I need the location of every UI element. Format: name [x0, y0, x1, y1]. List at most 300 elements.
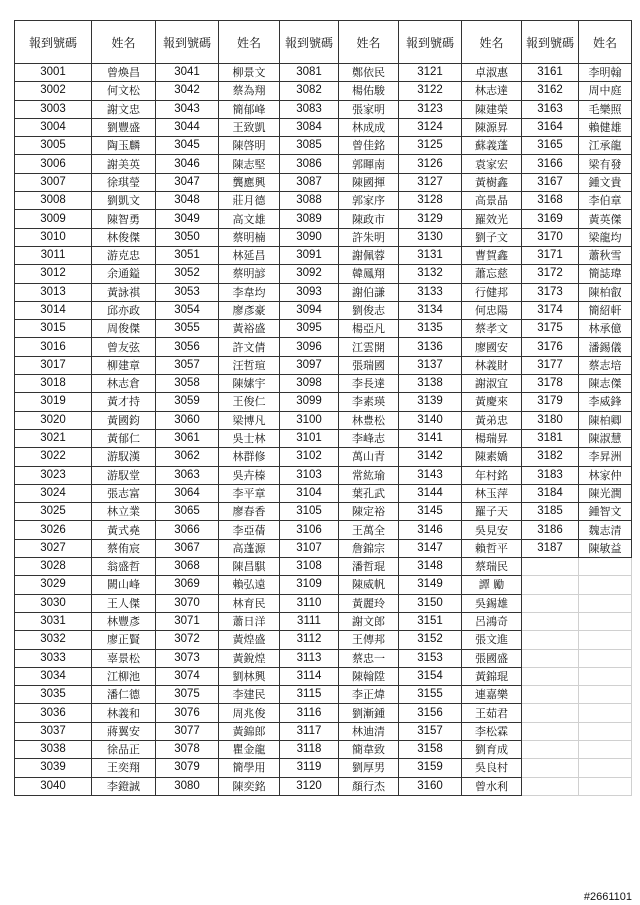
header-checkin-number: 報到號碼	[280, 21, 339, 64]
name-cell: 蔡為翔	[219, 82, 280, 100]
name-cell: 曹賀鑫	[462, 246, 522, 264]
name-cell: 林延昌	[219, 246, 280, 264]
checkin-number-cell: 3169	[522, 210, 579, 228]
checkin-number-cell: 3179	[522, 393, 579, 411]
name-cell: 蔡侑宸	[92, 539, 156, 557]
name-cell: 林成成	[339, 118, 399, 136]
checkin-number-cell: 3108	[280, 558, 339, 576]
table-row	[15, 576, 632, 594]
name-cell: 韓鳳翔	[339, 265, 399, 283]
checkin-number-cell: 3013	[15, 283, 92, 301]
checkin-number-cell: 3075	[156, 686, 219, 704]
name-cell: 謝文忠	[92, 100, 156, 118]
header-row	[15, 21, 632, 64]
table-row	[15, 210, 632, 228]
checkin-number-cell: 3057	[156, 356, 219, 374]
checkin-number-cell: 3012	[15, 265, 92, 283]
checkin-number-cell: 3070	[156, 594, 219, 612]
checkin-number-cell: 3032	[15, 631, 92, 649]
header-name: 姓名	[92, 21, 156, 64]
checkin-number-cell: 3005	[15, 137, 92, 155]
name-cell: 陳柏叡	[579, 283, 632, 301]
name-cell: 張瑞國	[339, 356, 399, 374]
table-row	[15, 338, 632, 356]
name-cell: 陳國揮	[339, 173, 399, 191]
header-name: 姓名	[462, 21, 522, 64]
table-body	[15, 64, 632, 796]
checkin-number-cell	[522, 612, 579, 630]
name-cell: 林豊松	[339, 411, 399, 429]
checkin-number-cell: 3061	[156, 429, 219, 447]
checkin-number-cell: 3171	[522, 246, 579, 264]
name-cell	[579, 759, 632, 777]
checkin-number-cell	[522, 686, 579, 704]
checkin-number-cell: 3183	[522, 466, 579, 484]
name-cell: 詹錦宗	[339, 539, 399, 557]
name-cell: 李亞蒨	[219, 521, 280, 539]
checkin-number-cell: 3178	[522, 375, 579, 393]
checkin-number-cell	[522, 631, 579, 649]
name-cell: 謝淑宜	[462, 375, 522, 393]
table-row	[15, 722, 632, 740]
name-cell: 黃式堯	[92, 521, 156, 539]
checkin-number-cell: 3124	[399, 118, 462, 136]
checkin-number-cell: 3128	[399, 192, 462, 210]
name-cell: 周俊傑	[92, 320, 156, 338]
checkin-number-cell: 3093	[280, 283, 339, 301]
table-row	[15, 100, 632, 118]
checkin-number-cell	[522, 667, 579, 685]
name-cell: 吳卉榛	[219, 466, 280, 484]
name-cell: 黃郁仁	[92, 429, 156, 447]
checkin-number-cell	[522, 759, 579, 777]
name-cell: 柳景文	[219, 64, 280, 82]
name-cell: 江雲開	[339, 338, 399, 356]
name-cell: 許朱明	[339, 228, 399, 246]
name-cell: 黃弟忠	[462, 411, 522, 429]
checkin-number-cell: 3180	[522, 411, 579, 429]
checkin-number-cell: 3110	[280, 594, 339, 612]
checkin-number-cell: 3104	[280, 484, 339, 502]
name-cell: 謝佩蓉	[339, 246, 399, 264]
table-row	[15, 64, 632, 82]
checkin-number-cell: 3116	[280, 704, 339, 722]
checkin-number-cell: 3037	[15, 722, 92, 740]
name-cell: 劉漸鍾	[339, 704, 399, 722]
name-cell: 邱亦政	[92, 301, 156, 319]
name-cell: 劉凱文	[92, 192, 156, 210]
checkin-number-cell: 3154	[399, 667, 462, 685]
checkin-number-cell: 3186	[522, 521, 579, 539]
name-cell: 游馭堂	[92, 466, 156, 484]
name-cell: 龔應興	[219, 173, 280, 191]
name-cell: 張文進	[462, 631, 522, 649]
checkin-number-cell: 3008	[15, 192, 92, 210]
checkin-number-cell: 3099	[280, 393, 339, 411]
checkin-number-cell: 3157	[399, 722, 462, 740]
name-cell: 簡學用	[219, 759, 280, 777]
checkin-list-sheet	[14, 20, 631, 796]
name-cell: 翁盛哲	[92, 558, 156, 576]
name-cell: 賴弘遠	[219, 576, 280, 594]
name-cell: 劉俊志	[339, 301, 399, 319]
checkin-number-cell	[522, 704, 579, 722]
checkin-number-cell: 3130	[399, 228, 462, 246]
name-cell: 王萬全	[339, 521, 399, 539]
name-cell: 王傳邦	[339, 631, 399, 649]
checkin-number-cell: 3125	[399, 137, 462, 155]
name-cell: 李長達	[339, 375, 399, 393]
checkin-number-cell: 3044	[156, 118, 219, 136]
checkin-number-cell: 3055	[156, 320, 219, 338]
name-cell: 吳見安	[462, 521, 522, 539]
checkin-number-cell: 3022	[15, 448, 92, 466]
table-row	[15, 539, 632, 557]
name-cell: 劉豐盛	[92, 118, 156, 136]
checkin-number-cell: 3073	[156, 649, 219, 667]
table-row	[15, 246, 632, 264]
checkin-number-cell: 3014	[15, 301, 92, 319]
name-cell: 陳昌騏	[219, 558, 280, 576]
name-cell: 王奕翔	[92, 759, 156, 777]
checkin-number-cell: 3144	[399, 484, 462, 502]
checkin-number-cell: 3047	[156, 173, 219, 191]
table-row	[15, 356, 632, 374]
name-cell: 廖春香	[219, 503, 280, 521]
table-row	[15, 155, 632, 173]
checkin-number-cell: 3158	[399, 740, 462, 758]
checkin-number-cell: 3140	[399, 411, 462, 429]
checkin-number-cell: 3046	[156, 155, 219, 173]
checkin-number-cell: 3048	[156, 192, 219, 210]
name-cell: 陳淑慧	[579, 429, 632, 447]
name-cell: 李峰志	[339, 429, 399, 447]
checkin-number-cell: 3092	[280, 265, 339, 283]
checkin-number-cell: 3100	[280, 411, 339, 429]
table-row	[15, 301, 632, 319]
checkin-number-cell: 3090	[280, 228, 339, 246]
table-row	[15, 521, 632, 539]
checkin-number-cell: 3009	[15, 210, 92, 228]
checkin-number-cell: 3066	[156, 521, 219, 539]
name-cell: 譚 勵	[462, 576, 522, 594]
checkin-number-cell: 3112	[280, 631, 339, 649]
name-cell: 謝美英	[92, 155, 156, 173]
name-cell: 曾友弦	[92, 338, 156, 356]
checkin-number-cell: 3126	[399, 155, 462, 173]
name-cell: 潘哲琨	[339, 558, 399, 576]
name-cell: 江柳池	[92, 667, 156, 685]
name-cell: 謝伯謙	[339, 283, 399, 301]
checkin-number-cell: 3166	[522, 155, 579, 173]
checkin-number-cell: 3058	[156, 375, 219, 393]
checkin-number-cell: 3118	[280, 740, 339, 758]
checkin-number-cell: 3001	[15, 64, 92, 82]
name-cell: 林義和	[92, 704, 156, 722]
checkin-number-cell: 3050	[156, 228, 219, 246]
name-cell: 黃銳煌	[219, 649, 280, 667]
name-cell: 曾佳銘	[339, 137, 399, 155]
name-cell: 陳柏卿	[579, 411, 632, 429]
name-cell: 林家仲	[579, 466, 632, 484]
name-cell: 蘇義蓬	[462, 137, 522, 155]
name-cell	[579, 576, 632, 594]
checkin-number-cell: 3064	[156, 484, 219, 502]
checkin-number-cell	[522, 649, 579, 667]
name-cell: 林志倉	[92, 375, 156, 393]
checkin-number-cell: 3117	[280, 722, 339, 740]
checkin-number-cell: 3074	[156, 667, 219, 685]
name-cell: 黃英傑	[579, 210, 632, 228]
checkin-number-cell: 3114	[280, 667, 339, 685]
name-cell: 陳光潤	[579, 484, 632, 502]
table-row	[15, 448, 632, 466]
name-cell: 李素瑛	[339, 393, 399, 411]
name-cell: 黃煌盛	[219, 631, 280, 649]
name-cell: 行健邦	[462, 283, 522, 301]
name-cell: 葉孔武	[339, 484, 399, 502]
name-cell: 呂鴻奇	[462, 612, 522, 630]
checkin-number-cell: 3151	[399, 612, 462, 630]
table-row	[15, 594, 632, 612]
checkin-number-cell: 3129	[399, 210, 462, 228]
name-cell: 黃錦郎	[219, 722, 280, 740]
name-cell: 王致凱	[219, 118, 280, 136]
header-checkin-number: 報到號碼	[15, 21, 92, 64]
checkin-number-cell: 3102	[280, 448, 339, 466]
checkin-table	[14, 20, 632, 796]
name-cell: 羅子天	[462, 503, 522, 521]
name-cell: 陳志傑	[579, 375, 632, 393]
name-cell: 蔡明楠	[219, 228, 280, 246]
checkin-number-cell: 3040	[15, 777, 92, 795]
name-cell: 蔡孝文	[462, 320, 522, 338]
name-cell: 陳素嬌	[462, 448, 522, 466]
checkin-number-cell: 3006	[15, 155, 92, 173]
checkin-number-cell: 3106	[280, 521, 339, 539]
name-cell: 楊瑞昇	[462, 429, 522, 447]
table-row	[15, 777, 632, 795]
name-cell: 林玉萍	[462, 484, 522, 502]
name-cell: 陶玉麟	[92, 137, 156, 155]
name-cell: 黃裕盛	[219, 320, 280, 338]
checkin-number-cell: 3081	[280, 64, 339, 82]
checkin-number-cell: 3034	[15, 667, 92, 685]
name-cell: 常紘瑜	[339, 466, 399, 484]
checkin-number-cell: 3007	[15, 173, 92, 191]
checkin-number-cell: 3181	[522, 429, 579, 447]
checkin-number-cell: 3043	[156, 100, 219, 118]
checkin-number-cell: 3094	[280, 301, 339, 319]
checkin-number-cell: 3184	[522, 484, 579, 502]
checkin-number-cell: 3045	[156, 137, 219, 155]
name-cell: 蕭日洋	[219, 612, 280, 630]
header-checkin-number: 報到號碼	[522, 21, 579, 64]
checkin-number-cell: 3156	[399, 704, 462, 722]
checkin-number-cell: 3085	[280, 137, 339, 155]
checkin-number-cell: 3176	[522, 338, 579, 356]
name-cell: 郭暉南	[339, 155, 399, 173]
checkin-number-cell: 3042	[156, 82, 219, 100]
name-cell: 黃國鈞	[92, 411, 156, 429]
name-cell: 黃詠祺	[92, 283, 156, 301]
checkin-number-cell: 3016	[15, 338, 92, 356]
checkin-number-cell: 3159	[399, 759, 462, 777]
checkin-number-cell: 3056	[156, 338, 219, 356]
checkin-number-cell: 3041	[156, 64, 219, 82]
name-cell: 黃樹鑫	[462, 173, 522, 191]
name-cell	[579, 649, 632, 667]
name-cell: 羅效光	[462, 210, 522, 228]
table-row	[15, 704, 632, 722]
name-cell: 廖彥豪	[219, 301, 280, 319]
checkin-number-cell: 3083	[280, 100, 339, 118]
name-cell: 林育民	[219, 594, 280, 612]
name-cell	[579, 612, 632, 630]
name-cell: 卓淑惠	[462, 64, 522, 82]
checkin-number-cell: 3054	[156, 301, 219, 319]
checkin-number-cell: 3162	[522, 82, 579, 100]
checkin-number-cell: 3077	[156, 722, 219, 740]
checkin-number-cell: 3026	[15, 521, 92, 539]
checkin-number-cell: 3063	[156, 466, 219, 484]
name-cell: 陳翰陞	[339, 667, 399, 685]
checkin-number-cell	[522, 558, 579, 576]
checkin-number-cell: 3109	[280, 576, 339, 594]
name-cell: 李松霖	[462, 722, 522, 740]
name-cell: 梁博凡	[219, 411, 280, 429]
name-cell	[579, 667, 632, 685]
checkin-number-cell: 3020	[15, 411, 92, 429]
name-cell: 徐琪瑩	[92, 173, 156, 191]
table-row	[15, 484, 632, 502]
name-cell: 潘仁德	[92, 686, 156, 704]
checkin-number-cell: 3097	[280, 356, 339, 374]
table-row	[15, 631, 632, 649]
name-cell	[579, 594, 632, 612]
name-cell: 游克忠	[92, 246, 156, 264]
checkin-number-cell: 3145	[399, 503, 462, 521]
checkin-number-cell: 3161	[522, 64, 579, 82]
checkin-number-cell: 3087	[280, 173, 339, 191]
name-cell: 吳良村	[462, 759, 522, 777]
checkin-number-cell: 3023	[15, 466, 92, 484]
table-row	[15, 82, 632, 100]
checkin-number-cell: 3143	[399, 466, 462, 484]
name-cell: 林立業	[92, 503, 156, 521]
checkin-number-cell: 3068	[156, 558, 219, 576]
checkin-number-cell: 3122	[399, 82, 462, 100]
name-cell: 何文松	[92, 82, 156, 100]
checkin-number-cell: 3019	[15, 393, 92, 411]
name-cell: 陳源昇	[462, 118, 522, 136]
checkin-number-cell: 3072	[156, 631, 219, 649]
checkin-number-cell: 3134	[399, 301, 462, 319]
checkin-number-cell	[522, 777, 579, 795]
name-cell: 李伯章	[579, 192, 632, 210]
name-cell: 劉厚男	[339, 759, 399, 777]
checkin-number-cell: 3095	[280, 320, 339, 338]
checkin-number-cell: 3177	[522, 356, 579, 374]
checkin-number-cell: 3149	[399, 576, 462, 594]
table-row	[15, 558, 632, 576]
checkin-number-cell: 3121	[399, 64, 462, 82]
checkin-number-cell: 3062	[156, 448, 219, 466]
name-cell: 簡韋致	[339, 740, 399, 758]
name-cell: 李明翰	[579, 64, 632, 82]
checkin-number-cell: 3105	[280, 503, 339, 521]
checkin-number-cell: 3011	[15, 246, 92, 264]
checkin-number-cell: 3185	[522, 503, 579, 521]
checkin-number-cell: 3155	[399, 686, 462, 704]
checkin-number-cell: 3127	[399, 173, 462, 191]
checkin-number-cell: 3059	[156, 393, 219, 411]
name-cell: 瞿金龍	[219, 740, 280, 758]
name-cell: 許文倩	[219, 338, 280, 356]
table-row	[15, 612, 632, 630]
checkin-number-cell: 3136	[399, 338, 462, 356]
name-cell: 鍾文貴	[579, 173, 632, 191]
name-cell: 廖正賢	[92, 631, 156, 649]
checkin-number-cell: 3031	[15, 612, 92, 630]
checkin-number-cell: 3010	[15, 228, 92, 246]
table-row	[15, 503, 632, 521]
name-cell: 蔣翼安	[92, 722, 156, 740]
checkin-number-cell: 3038	[15, 740, 92, 758]
name-cell: 萬山青	[339, 448, 399, 466]
checkin-number-cell: 3076	[156, 704, 219, 722]
table-row	[15, 466, 632, 484]
checkin-number-cell: 3170	[522, 228, 579, 246]
name-cell: 李正煒	[339, 686, 399, 704]
table-row	[15, 740, 632, 758]
name-cell: 楊亞凡	[339, 320, 399, 338]
name-cell: 張家明	[339, 100, 399, 118]
name-cell: 李昇洲	[579, 448, 632, 466]
name-cell: 陳政市	[339, 210, 399, 228]
name-cell: 袁家宏	[462, 155, 522, 173]
name-cell: 林志達	[462, 82, 522, 100]
name-cell: 周中庭	[579, 82, 632, 100]
name-cell	[579, 740, 632, 758]
name-cell: 黃麗玲	[339, 594, 399, 612]
checkin-number-cell: 3150	[399, 594, 462, 612]
checkin-number-cell: 3160	[399, 777, 462, 795]
name-cell: 闕山峰	[92, 576, 156, 594]
name-cell: 汪哲瑄	[219, 356, 280, 374]
name-cell: 林俊傑	[92, 228, 156, 246]
name-cell: 蔡瑞民	[462, 558, 522, 576]
checkin-number-cell: 3071	[156, 612, 219, 630]
name-cell: 陳建榮	[462, 100, 522, 118]
name-cell: 林迪清	[339, 722, 399, 740]
table-row	[15, 375, 632, 393]
checkin-number-cell: 3131	[399, 246, 462, 264]
checkin-number-cell: 3082	[280, 82, 339, 100]
checkin-number-cell: 3132	[399, 265, 462, 283]
name-cell: 何忠陽	[462, 301, 522, 319]
name-cell: 陳威帆	[339, 576, 399, 594]
checkin-number-cell: 3024	[15, 484, 92, 502]
checkin-number-cell: 3175	[522, 320, 579, 338]
name-cell: 余通鎰	[92, 265, 156, 283]
checkin-number-cell: 3049	[156, 210, 219, 228]
checkin-number-cell: 3111	[280, 612, 339, 630]
name-cell: 周兆俊	[219, 704, 280, 722]
checkin-number-cell: 3051	[156, 246, 219, 264]
name-cell: 辜景松	[92, 649, 156, 667]
name-cell	[579, 777, 632, 795]
